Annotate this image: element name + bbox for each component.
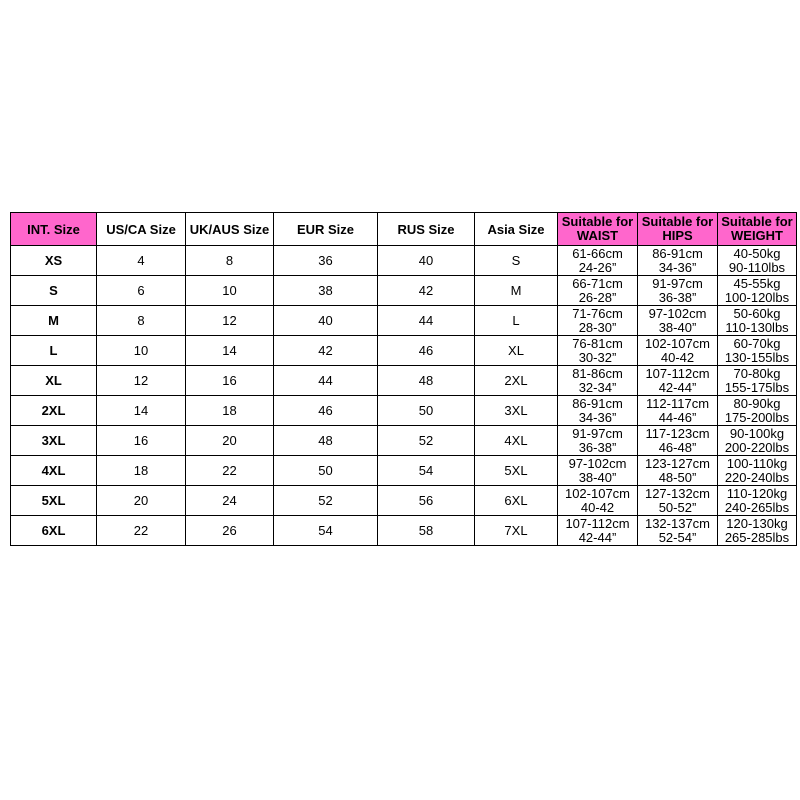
- cell-uk-aus-size: 8: [186, 246, 274, 276]
- cell-us-ca-size: 4: [97, 246, 186, 276]
- cell-hips: 127-132cm 50-52”: [638, 486, 718, 516]
- table-row: [11, 276, 797, 306]
- size-chart-container: [10, 212, 793, 546]
- column-header-suitable-weight: Suitable for WEIGHT: [718, 213, 797, 246]
- cell-uk-aus-size: 24: [186, 486, 274, 516]
- cell-weight: 70-80kg 155-175lbs: [718, 366, 797, 396]
- cell-weight: 90-100kg 200-220lbs: [718, 426, 797, 456]
- cell-eur-size: 54: [274, 516, 378, 546]
- cell-hips: 97-102cm 38-40”: [638, 306, 718, 336]
- cell-uk-aus-size: 10: [186, 276, 274, 306]
- table-row: [11, 426, 797, 456]
- cell-asia-size: XL: [475, 336, 558, 366]
- table-row: [11, 306, 797, 336]
- cell-weight: 50-60kg 110-130lbs: [718, 306, 797, 336]
- cell-int-size: 3XL: [11, 426, 97, 456]
- cell-hips: 132-137cm 52-54”: [638, 516, 718, 546]
- cell-us-ca-size: 14: [97, 396, 186, 426]
- cell-eur-size: 36: [274, 246, 378, 276]
- table-row: [11, 246, 797, 276]
- cell-eur-size: 44: [274, 366, 378, 396]
- cell-int-size: XS: [11, 246, 97, 276]
- cell-rus-size: 42: [378, 276, 475, 306]
- table-row: [11, 396, 797, 426]
- cell-int-size: 2XL: [11, 396, 97, 426]
- cell-int-size: S: [11, 276, 97, 306]
- cell-hips: 117-123cm 46-48”: [638, 426, 718, 456]
- cell-asia-size: L: [475, 306, 558, 336]
- table-row: [11, 486, 797, 516]
- size-chart-table: [10, 212, 797, 546]
- cell-weight: 80-90kg 175-200lbs: [718, 396, 797, 426]
- table-row: [11, 456, 797, 486]
- cell-eur-size: 40: [274, 306, 378, 336]
- cell-rus-size: 40: [378, 246, 475, 276]
- cell-hips: 102-107cm 40-42: [638, 336, 718, 366]
- cell-hips: 123-127cm 48-50”: [638, 456, 718, 486]
- cell-waist: 102-107cm 40-42: [558, 486, 638, 516]
- cell-us-ca-size: 12: [97, 366, 186, 396]
- cell-uk-aus-size: 22: [186, 456, 274, 486]
- cell-int-size: L: [11, 336, 97, 366]
- cell-rus-size: 54: [378, 456, 475, 486]
- cell-asia-size: 2XL: [475, 366, 558, 396]
- cell-eur-size: 38: [274, 276, 378, 306]
- cell-rus-size: 56: [378, 486, 475, 516]
- cell-asia-size: 3XL: [475, 396, 558, 426]
- cell-asia-size: 5XL: [475, 456, 558, 486]
- cell-uk-aus-size: 26: [186, 516, 274, 546]
- column-header-eur-size: EUR Size: [274, 213, 378, 246]
- cell-int-size: 5XL: [11, 486, 97, 516]
- cell-weight: 120-130kg 265-285lbs: [718, 516, 797, 546]
- column-header-us-ca-size: US/CA Size: [97, 213, 186, 246]
- table-row: [11, 366, 797, 396]
- cell-int-size: XL: [11, 366, 97, 396]
- cell-rus-size: 50: [378, 396, 475, 426]
- cell-rus-size: 48: [378, 366, 475, 396]
- table-row: [11, 336, 797, 366]
- column-header-asia-size: Asia Size: [475, 213, 558, 246]
- cell-hips: 107-112cm 42-44”: [638, 366, 718, 396]
- cell-int-size: 6XL: [11, 516, 97, 546]
- cell-asia-size: 6XL: [475, 486, 558, 516]
- cell-waist: 71-76cm 28-30”: [558, 306, 638, 336]
- cell-weight: 60-70kg 130-155lbs: [718, 336, 797, 366]
- cell-us-ca-size: 16: [97, 426, 186, 456]
- cell-us-ca-size: 20: [97, 486, 186, 516]
- cell-rus-size: 52: [378, 426, 475, 456]
- cell-waist: 61-66cm 24-26”: [558, 246, 638, 276]
- cell-uk-aus-size: 16: [186, 366, 274, 396]
- column-header-rus-size: RUS Size: [378, 213, 475, 246]
- cell-asia-size: S: [475, 246, 558, 276]
- cell-asia-size: 4XL: [475, 426, 558, 456]
- cell-us-ca-size: 18: [97, 456, 186, 486]
- cell-hips: 86-91cm 34-36”: [638, 246, 718, 276]
- cell-rus-size: 58: [378, 516, 475, 546]
- cell-weight: 40-50kg 90-110lbs: [718, 246, 797, 276]
- cell-uk-aus-size: 12: [186, 306, 274, 336]
- cell-eur-size: 50: [274, 456, 378, 486]
- cell-waist: 86-91cm 34-36”: [558, 396, 638, 426]
- cell-waist: 97-102cm 38-40”: [558, 456, 638, 486]
- cell-eur-size: 46: [274, 396, 378, 426]
- cell-eur-size: 52: [274, 486, 378, 516]
- cell-waist: 107-112cm 42-44”: [558, 516, 638, 546]
- column-header-uk-aus-size: UK/AUS Size: [186, 213, 274, 246]
- cell-waist: 81-86cm 32-34”: [558, 366, 638, 396]
- cell-waist: 91-97cm 36-38”: [558, 426, 638, 456]
- cell-rus-size: 46: [378, 336, 475, 366]
- table-header-row: [11, 213, 797, 246]
- cell-weight: 45-55kg 100-120lbs: [718, 276, 797, 306]
- cell-hips: 91-97cm 36-38”: [638, 276, 718, 306]
- column-header-int-size: INT. Size: [11, 213, 97, 246]
- cell-waist: 66-71cm 26-28”: [558, 276, 638, 306]
- column-header-suitable-hips: Suitable for HIPS: [638, 213, 718, 246]
- cell-uk-aus-size: 20: [186, 426, 274, 456]
- cell-asia-size: M: [475, 276, 558, 306]
- cell-asia-size: 7XL: [475, 516, 558, 546]
- cell-int-size: M: [11, 306, 97, 336]
- cell-weight: 110-120kg 240-265lbs: [718, 486, 797, 516]
- cell-us-ca-size: 22: [97, 516, 186, 546]
- cell-rus-size: 44: [378, 306, 475, 336]
- cell-us-ca-size: 6: [97, 276, 186, 306]
- cell-int-size: 4XL: [11, 456, 97, 486]
- cell-eur-size: 48: [274, 426, 378, 456]
- cell-waist: 76-81cm 30-32”: [558, 336, 638, 366]
- column-header-suitable-waist: Suitable for WAIST: [558, 213, 638, 246]
- cell-uk-aus-size: 14: [186, 336, 274, 366]
- cell-hips: 112-117cm 44-46”: [638, 396, 718, 426]
- cell-us-ca-size: 10: [97, 336, 186, 366]
- cell-eur-size: 42: [274, 336, 378, 366]
- cell-weight: 100-110kg 220-240lbs: [718, 456, 797, 486]
- table-row: [11, 516, 797, 546]
- cell-uk-aus-size: 18: [186, 396, 274, 426]
- cell-us-ca-size: 8: [97, 306, 186, 336]
